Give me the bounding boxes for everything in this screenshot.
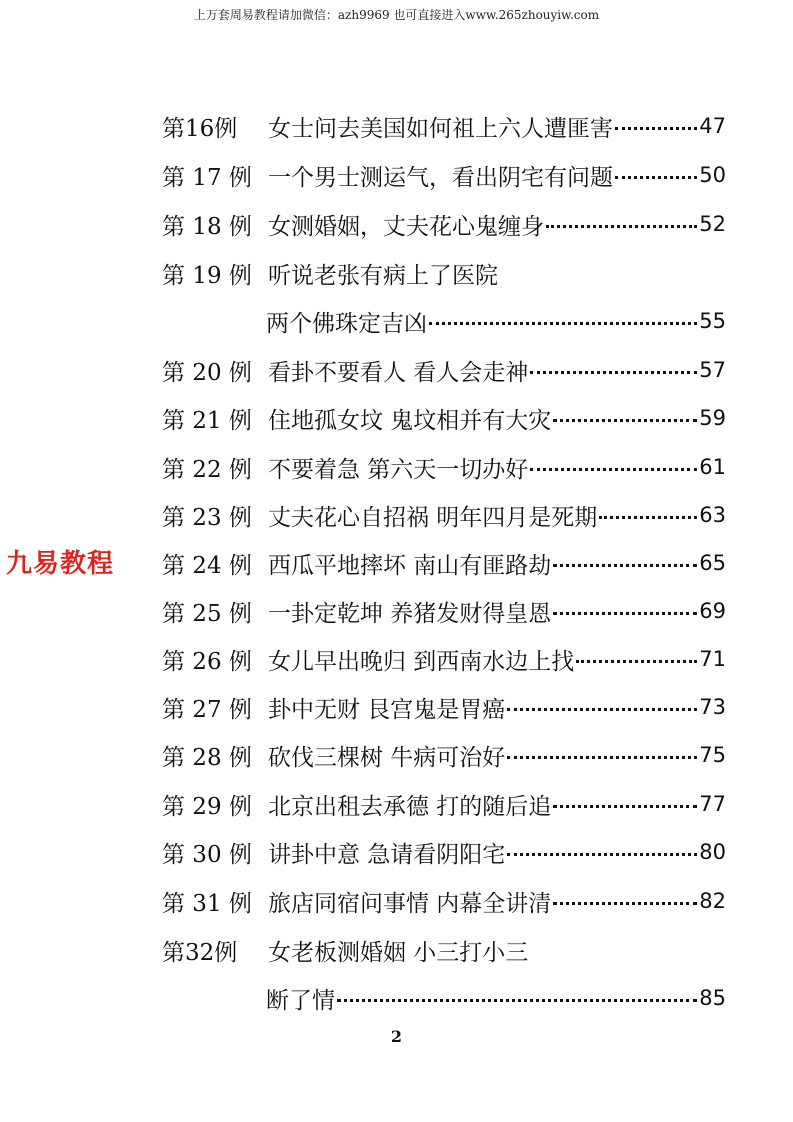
toc-entry <box>162 255 726 291</box>
dot-leader <box>507 756 697 759</box>
entry-page: 55 <box>699 309 726 333</box>
entry-number: 第 25 例 <box>162 600 252 627</box>
entry-page: 50 <box>699 163 726 187</box>
toc-entry <box>162 593 726 629</box>
entry-number: 第 22 例 <box>162 456 252 483</box>
entry-number: 第 21 例 <box>162 407 252 434</box>
dot-leader <box>546 225 697 228</box>
toc-entry <box>162 449 726 485</box>
dot-leader <box>507 708 697 711</box>
entry-page: 59 <box>699 406 726 430</box>
entry-title: 一个男士测运气，看出阴宅有问题 <box>268 164 613 191</box>
entry-number: 第 19 例 <box>162 262 252 289</box>
entry-title: 不要着急 第六天一切办好 <box>268 456 529 483</box>
entry-title: 女儿早出晚归 到西南水边上找 <box>268 648 575 675</box>
entry-title: 断了情 <box>266 987 335 1014</box>
toc-entry <box>162 497 726 533</box>
entry-page: 52 <box>699 212 726 236</box>
entry-title: 西瓜平地摔坏 南山有匪路劫 <box>268 552 552 579</box>
dot-leader <box>429 322 697 325</box>
entry-title: 女测婚姻，丈夫花心鬼缠身 <box>268 213 544 240</box>
watermark-text: 九易教程 <box>6 549 115 579</box>
entry-page: 63 <box>699 503 726 527</box>
toc-entry <box>162 157 726 193</box>
toc-entry <box>162 641 726 677</box>
entry-number: 第 20 例 <box>162 359 252 386</box>
dot-leader <box>615 176 697 179</box>
entry-number: 第 30 例 <box>162 841 252 868</box>
entry-number: 第 26 例 <box>162 648 252 675</box>
dot-leader <box>553 612 697 615</box>
entry-page: 82 <box>699 889 726 913</box>
dot-leader <box>530 468 697 471</box>
toc-entry <box>162 545 726 581</box>
entry-title: 卦中无财 艮宫鬼是胃癌 <box>268 696 506 723</box>
entry-page: 65 <box>699 551 726 575</box>
entry-title: 住地孤女坟 鬼坟相并有大灾 <box>268 407 552 434</box>
entry-page: 85 <box>699 986 726 1010</box>
toc-entry <box>162 834 726 870</box>
toc-entry <box>162 689 726 725</box>
entry-page: 71 <box>699 647 726 671</box>
entry-number: 第 28 例 <box>162 744 252 771</box>
toc-entry <box>162 786 726 822</box>
entry-number: 第 23 例 <box>162 504 252 531</box>
entry-title: 砍伐三棵树 牛病可治好 <box>268 744 506 771</box>
toc-entry <box>162 206 726 242</box>
entry-title: 看卦不要看人 看人会走神 <box>268 359 529 386</box>
entry-page: 47 <box>699 114 726 138</box>
dot-leader <box>507 853 697 856</box>
entry-title: 北京出租去承德 打的随后追 <box>268 793 552 820</box>
page-header: 上万套周易教程请加微信：azh9969 也可直接进入www.265zhouyiw.com <box>193 8 600 22</box>
entry-number: 第 27 例 <box>162 696 252 723</box>
entry-title: 女老板测婚姻 小三打小三 <box>268 939 529 966</box>
entry-title: 旅店同宿问事情 内幕全讲清 <box>268 890 552 917</box>
entry-title: 两个佛珠定吉凶 <box>266 310 427 337</box>
entry-title: 女士问去美国如何祖上六人遭匪害 <box>268 115 613 142</box>
dot-leader <box>337 999 697 1002</box>
entry-title: 一卦定乾坤 养猪发财得皇恩 <box>268 600 552 627</box>
entry-page: 57 <box>699 358 726 382</box>
dot-leader <box>599 516 697 519</box>
entry-page: 69 <box>699 599 726 623</box>
toc-entry <box>162 400 726 436</box>
entry-number: 第 18 例 <box>162 213 252 240</box>
entry-title: 讲卦中意 急请看阴阳宅 <box>268 841 506 868</box>
toc-entry <box>162 108 726 144</box>
entry-title: 丈夫花心自招祸 明年四月是死期 <box>268 504 598 531</box>
entry-page: 80 <box>699 840 726 864</box>
entry-number: 第 17 例 <box>162 164 252 191</box>
entry-title: 听说老张有病上了医院 <box>268 262 498 289</box>
entry-page: 73 <box>699 695 726 719</box>
dot-leader <box>530 371 697 374</box>
dot-leader <box>553 564 697 567</box>
entry-number: 第 24 例 <box>162 552 252 579</box>
toc-entry <box>266 980 726 1016</box>
toc-entry <box>162 737 726 773</box>
dot-leader <box>576 660 697 663</box>
dot-leader <box>553 805 697 808</box>
page-number: 2 <box>390 1027 403 1046</box>
toc-entry <box>162 352 726 388</box>
entry-number: 第16例 <box>162 115 238 142</box>
entry-number: 第 31 例 <box>162 890 252 917</box>
entry-number: 第 29 例 <box>162 793 252 820</box>
entry-page: 61 <box>699 455 726 479</box>
toc-entry <box>162 932 726 968</box>
entry-page: 75 <box>699 743 726 767</box>
dot-leader <box>553 902 697 905</box>
dot-leader <box>553 419 697 422</box>
dot-leader <box>615 127 697 130</box>
toc-entry <box>162 883 726 919</box>
toc-entry <box>266 303 726 339</box>
entry-number: 第32例 <box>162 939 238 966</box>
entry-page: 77 <box>699 792 726 816</box>
